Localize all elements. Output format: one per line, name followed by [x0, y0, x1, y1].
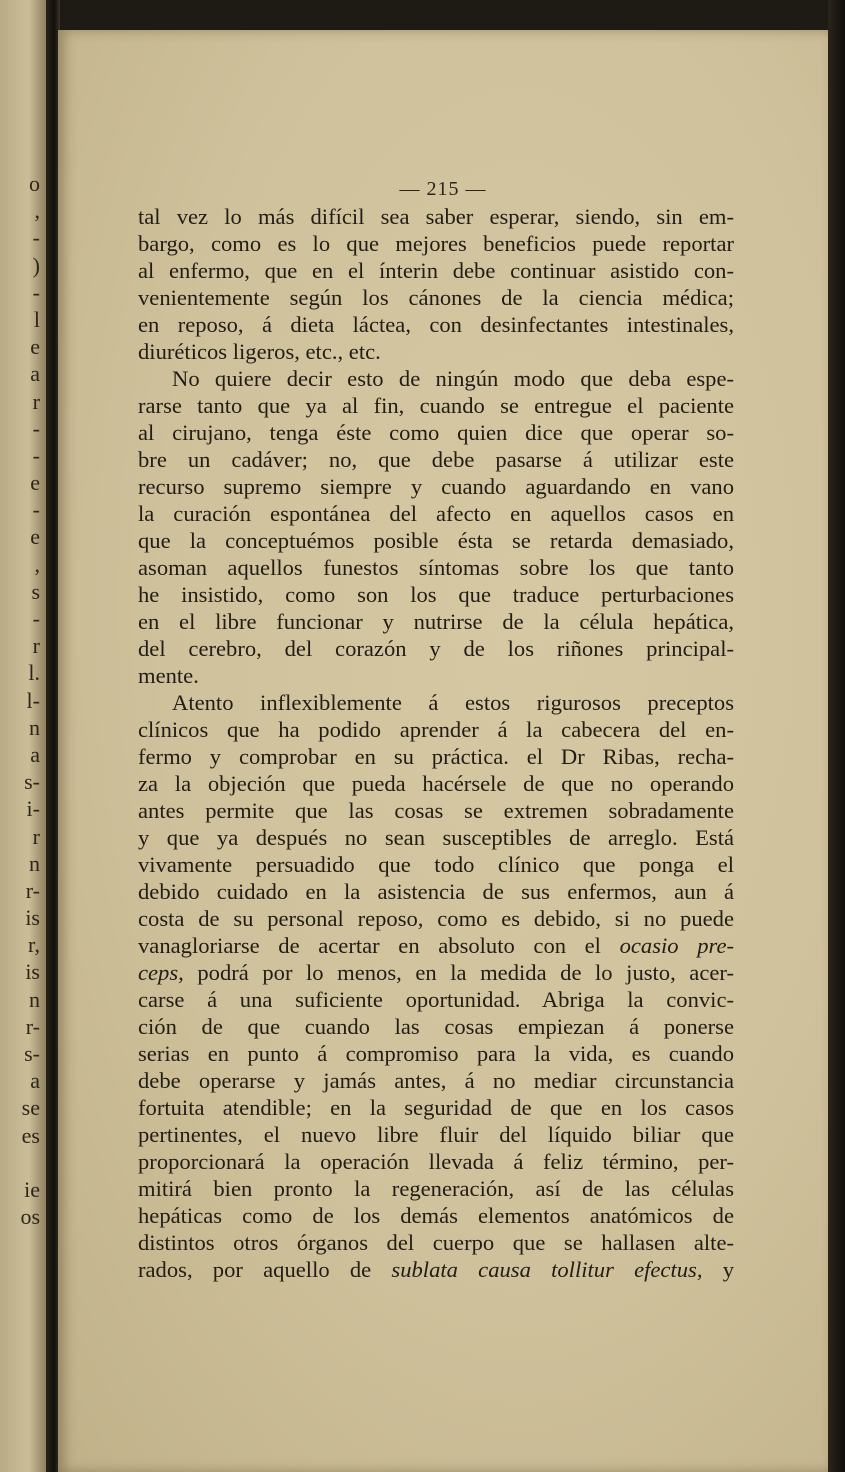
text-line: antes permite que las cosas se extremen sobradamente [138, 798, 734, 823]
text-line: ción de que cuando las cosas empiezan á ponerse [138, 1014, 734, 1039]
text-line: al cirujano, tenga éste como quien dice que operar so- [138, 420, 734, 445]
left-page-fragment: r, [28, 932, 40, 958]
left-page-fragment: e [30, 524, 40, 550]
text-line: rados, por aquello de sublata causa tollitur efectus, y [138, 1257, 735, 1282]
text-line: debe operarse y jamás antes, á no mediar circunstancia [138, 1068, 734, 1093]
text-line: clínicos que ha podido aprender á la cabecera del en- [138, 717, 734, 742]
left-page-fragment: e [30, 470, 40, 496]
text-line: bre un cadáver; no, que debe pasarse á utilizar este [138, 447, 734, 472]
text-line: la curación espontánea del afecto en aquellos casos en [138, 501, 734, 526]
left-page-fragment: a [30, 361, 40, 387]
left-page-fragment: r [32, 633, 40, 659]
text-line: recurso supremo siempre y cuando aguardando en vano [138, 474, 734, 499]
text-line: mitirá bien pronto la regeneración, así de las células [138, 1176, 734, 1201]
left-page-text-fragments [0, 170, 40, 1230]
text-line: pertinentes, el nuevo libre fluir del líquido biliar que [138, 1122, 734, 1147]
left-page-fragment: es [21, 1122, 40, 1148]
text-line: proporcionará la operación llevada á feliz término, per- [138, 1149, 734, 1174]
left-page-fragment: - [32, 497, 40, 523]
text-line: hepáticas como de los demás elementos anatómicos de [138, 1203, 734, 1228]
text-line: fortuita atendible; en la seguridad de que en los casos [138, 1095, 734, 1120]
text-line: vivamente persuadido que todo clínico que ponga el [138, 852, 734, 877]
text-line: fermo y comprobar en su práctica. el Dr Ribas, recha- [138, 744, 734, 769]
text-line: y que ya después no sean susceptibles de arreglo. Está [138, 825, 734, 850]
text-line: en reposo, á dieta láctea, con desinfectantes intestinales, [138, 312, 734, 337]
left-page-fragment: - [32, 279, 40, 305]
left-page-fragment: r- [25, 1013, 40, 1039]
left-page-fragment: r [32, 388, 40, 414]
text-line: en el libre funcionar y nutrirse de la célula hepática, [138, 609, 734, 634]
text-line: distintos otros órganos del cuerpo que se hallasen alte- [138, 1230, 734, 1255]
left-page-fragment: r- [25, 877, 40, 903]
left-page-fragment: l- [26, 687, 40, 713]
text-line: za la objeción que pueda hacérsele de que no operando [138, 771, 734, 796]
text-line: vanagloriarse de acertar en absoluto con el ocasio pre- [138, 933, 735, 958]
text-line: ceps, podrá por lo menos, en la medida de lo justo, acer- [138, 960, 734, 985]
text-line: he insistido, como son los que traduce perturbaciones [138, 582, 734, 607]
left-page-fragment: - [32, 225, 40, 251]
text-line: tal vez lo más difícil sea saber esperar, siendo, sin em- [138, 204, 734, 229]
text-line: al enfermo, que en el ínterin debe continuar asistido con- [138, 258, 734, 283]
left-page-fragment [0, 1149, 40, 1176]
text-line: que la conceptuémos posible ésta se retarda demasiado, [138, 528, 734, 553]
text-line: debido cuidado en la asistencia de sus enfermos, aun á [138, 879, 734, 904]
left-page-fragment: r [32, 823, 40, 849]
text-line: serias en punto á compromiso para la vida, es cuando [138, 1041, 734, 1066]
text-line: mente. [138, 663, 199, 688]
left-page-fragment: , [34, 551, 40, 577]
page-number: — 215 — [399, 178, 487, 200]
left-page-fragment: e [30, 334, 40, 360]
text-line: bargo, como es lo que mejores beneficios puede reportar [138, 231, 734, 256]
left-page-fragment: n [29, 714, 40, 740]
text-line: asoman aquellos funestos síntomas sobre los que tanto [138, 555, 734, 580]
text-line: No quiere decir esto de ningún modo que deba espe- [172, 366, 734, 391]
left-page-fragment: l. [28, 660, 40, 686]
text-line: costa de su personal reposo, como es debido, si no puede [138, 906, 734, 931]
left-page-fragment: n [29, 986, 40, 1012]
left-page-fragment: l [33, 306, 40, 332]
left-page-fragment: se [21, 1095, 40, 1121]
left-page-fragment: ) [32, 252, 40, 278]
left-page-fragment: os [20, 1204, 40, 1230]
text-line: carse á una suficiente oportunidad. Abriga la convic- [138, 987, 734, 1012]
book-page [58, 30, 828, 1472]
text-line: diuréticos ligeros, etc., etc. [138, 339, 381, 364]
text-line: rarse tanto que ya al fin, cuando se entregue el paciente [138, 393, 734, 418]
left-page-fragment: o [29, 171, 40, 196]
left-page-fragment: ie [24, 1176, 40, 1202]
left-page-fragment: s- [24, 769, 40, 795]
left-page-fragment: - [32, 606, 40, 631]
right-page-edge [828, 0, 845, 1472]
left-page-fragment: a [30, 1068, 40, 1094]
left-page-fragment: s [31, 578, 40, 604]
text-line: del cerebro, del corazón y de los riñones principal- [138, 636, 734, 661]
left-page-fragment: - [32, 415, 40, 441]
left-page-fragment: i- [26, 796, 40, 822]
text-line: venientemente según los cánones de la ciencia médica; [138, 285, 734, 310]
text-line: Atento inflexiblemente á estos rigurosos preceptos [172, 690, 734, 715]
left-page-fragment: , [34, 198, 40, 224]
left-page-fragment: n [29, 850, 40, 876]
left-page-fragment: is [25, 959, 40, 985]
left-page-edge [0, 0, 52, 1472]
left-page-fragment: a [30, 741, 40, 767]
left-page-fragment: is [25, 905, 40, 931]
left-page-fragment: s- [24, 1041, 40, 1066]
left-page-fragment: - [32, 442, 40, 468]
